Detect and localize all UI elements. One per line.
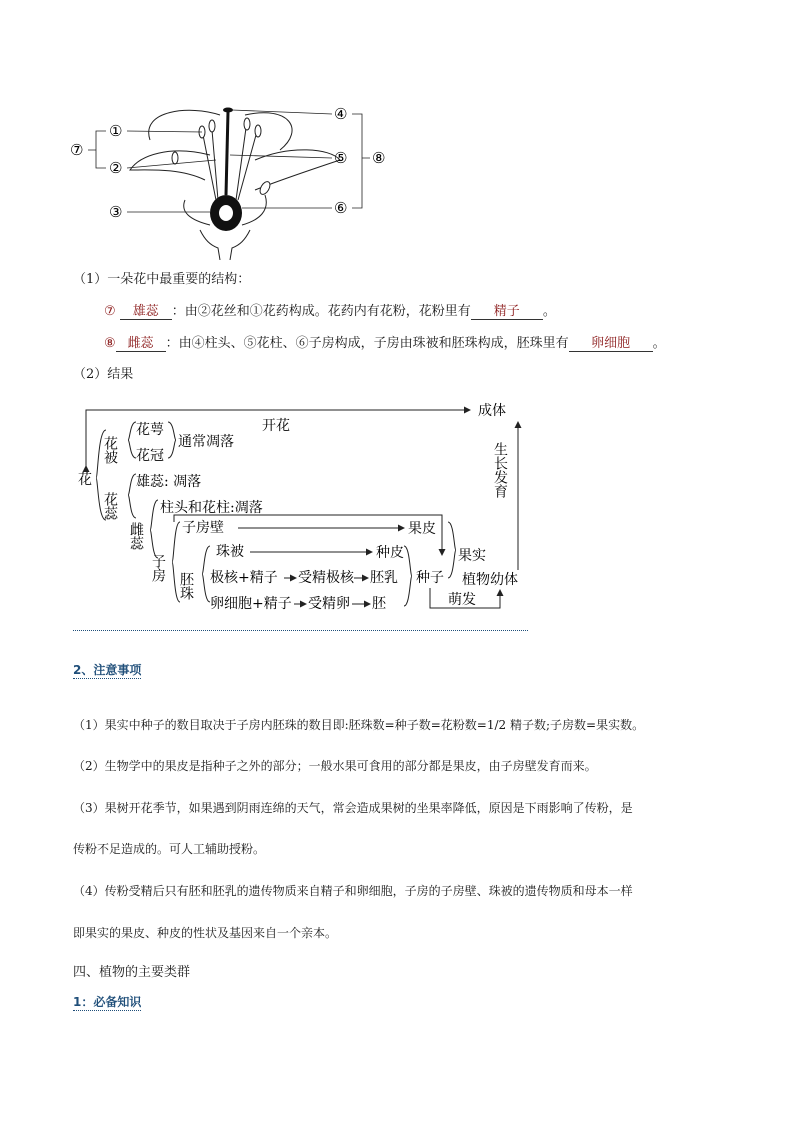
flow-zhongzi: 种子 [416, 570, 444, 586]
flow-zhiwuyouti: 植物幼体 [462, 572, 518, 588]
q1-line1-prefix: ⑦ [104, 304, 116, 319]
label-2: ② [109, 159, 123, 177]
q1-line1-answer: 雄蕊 [120, 300, 172, 320]
label-6: ⑥ [334, 199, 348, 217]
note-4b: 即果实的果皮、种皮的性状及基因来自一个亲本。 [73, 926, 338, 940]
knowledge-title: 1：必备知识 [73, 995, 142, 1009]
flow-zifangbi: 子房壁 [182, 520, 224, 536]
anther [172, 152, 178, 164]
flow-huaguan: 花冠 [136, 448, 164, 464]
q2-heading: （2）结果 [73, 367, 134, 382]
label-7: ⑦ [70, 141, 84, 159]
receptacle [200, 230, 250, 260]
filament [203, 135, 216, 200]
q1-line2-answer: 雌蕊 [116, 332, 166, 352]
q1-line1-end: 。 [542, 304, 556, 319]
q1-line2-prefix: ⑧ [104, 336, 116, 351]
flow-jihe: 极核+精子 [210, 570, 278, 586]
flow-huabei: 花被 [102, 436, 118, 464]
label-5: ⑤ [334, 149, 348, 167]
flow-tongchang: 通常凋落 [178, 434, 234, 450]
flow-luanxibao: 卵细胞+精子 [210, 596, 292, 612]
q1-line2-text: ：由④柱头、⑤花柱、⑥子房构成，子房由珠被和胚珠构成，胚珠里有 [165, 336, 569, 351]
q1-line2-end: 。 [652, 336, 666, 351]
petal-lower-left [130, 151, 210, 180]
flow-guoshi: 果实 [458, 548, 486, 564]
flow-shoujingluan: 受精卵 [308, 596, 350, 612]
section4-title: 四、植物的主要类群 [73, 965, 191, 980]
style [226, 112, 228, 195]
flow-mengfa: 萌发 [448, 592, 476, 608]
flow-zifang: 子房 [150, 554, 166, 582]
section2-title: 2、注意事项 [73, 663, 142, 677]
flow-chengti: 成体 [478, 403, 506, 419]
petal-right [245, 113, 292, 150]
flow-huae: 花萼 [136, 422, 164, 438]
anther [209, 120, 215, 132]
sepal [184, 200, 210, 225]
note-3: （3）果树开花季节，如果遇到阴雨连绵的天气，常会造成果树的坐果率降低，原因是下雨影响了传粉，是 [73, 801, 633, 815]
flow-kaihua: 开花 [262, 418, 290, 434]
brace-8 [352, 114, 370, 208]
label-3: ③ [109, 203, 123, 221]
q1-line2 [104, 332, 666, 352]
filament [212, 130, 218, 200]
note-1: （1）果实中种子的数目取决于子房内胚珠的数目即:胚珠数=种子数=花粉数=1/2 精子数;子房数=果实数。 [73, 718, 645, 732]
flow-zhubei: 珠被 [216, 544, 244, 560]
anther [258, 180, 272, 196]
flow-hua: 花 [78, 472, 92, 488]
q1-line1 [104, 300, 556, 320]
ovule [219, 205, 233, 221]
flow-zhutou: 柱头和花柱:凋落 [160, 500, 263, 516]
label-1: ① [109, 122, 123, 140]
note-3b: 传粉不足造成的。可人工辅助授粉。 [73, 842, 266, 856]
brace-7 [88, 131, 106, 168]
fruit-formation-flowchart [70, 400, 540, 620]
flower-structure-diagram [70, 100, 400, 260]
flow-guopi: 果皮 [408, 521, 436, 537]
flow-pei: 胚 [372, 596, 386, 612]
flow-cirui: 雌蕊 [128, 522, 144, 550]
anther [255, 125, 261, 137]
label-4: ④ [334, 105, 348, 123]
flow-peiru: 胚乳 [370, 570, 398, 586]
label-8: ⑧ [372, 149, 386, 167]
flow-shengzhang: 生长发育 [492, 442, 508, 498]
flow-xiongrui: 雄蕊: 凋落 [136, 474, 202, 490]
q1-line1-text: ：由②花丝和①花药构成。花药内有花粉，花粉里有 [171, 304, 471, 319]
stigma [223, 108, 233, 113]
q1-line1-answer2: 精子 [471, 300, 543, 320]
note-2: （2）生物学中的果皮是指种子之外的部分；一般水果可食用的部分都是果皮，由子房壁发育而来。 [73, 759, 597, 773]
flow-zhongpi: 种皮 [376, 545, 404, 561]
flow-huarui: 花蕊 [102, 492, 118, 520]
sepal [242, 195, 266, 225]
q1-heading: （1）一朵花中最重要的结构： [73, 272, 251, 287]
flow-shoujingjihe: 受精极核 [298, 570, 354, 586]
flow-peizhu: 胚珠 [178, 572, 194, 600]
q1-line2-answer2: 卵细胞 [569, 332, 653, 352]
anther [244, 118, 250, 130]
section-divider [73, 630, 528, 631]
note-4: （4）传粉受精后只有胚和胚乳的遗传物质来自精子和卵细胞，子房的子房壁、珠被的遗传物质和母本一样 [73, 884, 633, 898]
